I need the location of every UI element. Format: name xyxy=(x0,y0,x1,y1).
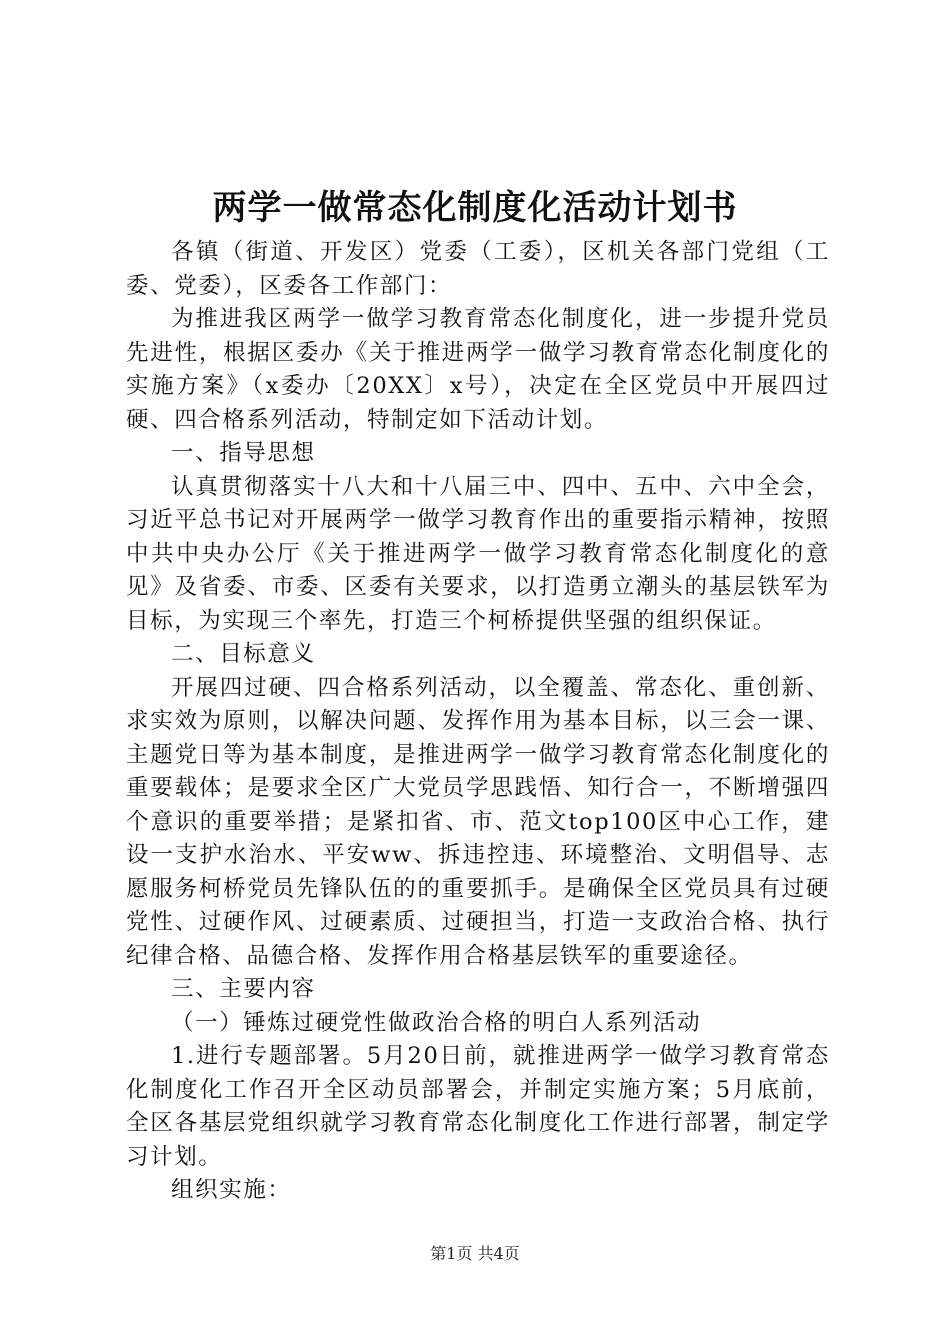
item-paragraph-1: 1.进行专题部署。5月20日前，就推进两学一做学习教育常态化制度化工作召开全区动员部署会，并制定实施方案；5月底前，全区各基层党组织就学习教育常态化制度化工作进行部署，制定学习计划。 xyxy=(126,1043,830,1170)
document-title: 两学一做常态化制度化活动计划书 xyxy=(212,188,738,228)
salutation-paragraph: 各镇（街道、开发区）党委（工委），区机关各部门党组（工委、党委），区委各工作部门： xyxy=(126,239,830,299)
section-heading-main-content: 三、主要内容 xyxy=(171,976,316,1002)
page-number-footer: 第1页 共4页 xyxy=(430,1244,520,1263)
section-heading-goals: 二、目标意义 xyxy=(171,641,316,667)
organization-label: 组织实施： xyxy=(171,1177,292,1203)
guiding-thought-paragraph: 认真贯彻落实十八大和十八届三中、四中、五中、六中全会，习近平总书记对开展两学一做学习教育作出的重要指示精神，按照中共中央办公厅《关于推进两学一做学习教育常态化制度化的意见》及省委、市委、区委有关要求，以打造勇立潮头的基层铁军为目标，为实现三个率先，打造三个柯桥提供坚强的组织保证。 xyxy=(126,473,830,634)
subsection-heading-1: （一）锤炼过硬党性做政治合格的明白人系列活动 xyxy=(171,1009,702,1036)
intro-paragraph: 为推进我区两学一做学习教育常态化制度化，进一步提升党员先进性，根据区委办《关于推进两学一做学习教育常态化制度化的实施方案》（x委办〔20XX〕x号），决定在全区党员中开展四过硬、四合格系列活动，特制定如下活动计划。 xyxy=(126,306,830,433)
goals-paragraph: 开展四过硬、四合格系列活动，以全覆盖、常态化、重创新、求实效为原则，以解决问题、发挥作用为基本目标，以三会一课、主题党日等为基本制度，是推进两学一做学习教育常态化制度化的重要载体；是要求全区广大党员学思践悟、知行合一，不断增强四个意识的重要举措；是紧扣省、市、范文top100区中心工作，建设一支护水治水、平安ww、拆违控违、环境整治、文明倡导、志愿服务柯桥党员先锋队伍的的重要抓手。是确保全区党员具有过硬党性、过硬作风、过硬素质、过硬担当，打造一支政治合格、执行纪律合格、品德合格、发挥作用合格基层铁军的重要途径。 xyxy=(126,674,830,969)
document-body xyxy=(126,236,830,1208)
section-heading-guiding-thought: 一、指导思想 xyxy=(171,440,316,466)
